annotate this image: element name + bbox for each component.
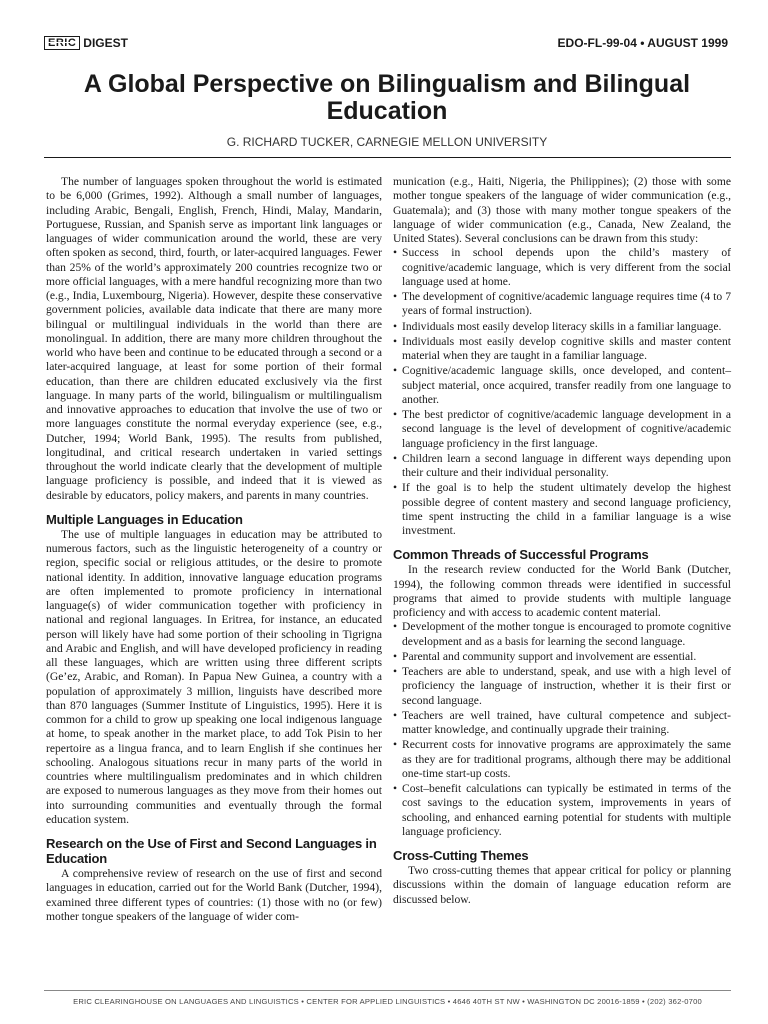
right-column (393, 175, 731, 907)
section-paragraph-common-threads: In the research review conducted for the World Bank (Dutcher, 1994), the following common threads were identified in successful programs that aimed to provide students with multiple language proficiency and with access to academic content material. (393, 563, 731, 619)
digest-label: DIGEST (83, 36, 128, 50)
section-paragraph-research-start: A comprehensive review of research on the use of first and second languages in education, carried out for the World Bank (Dutcher, 1994), examined three different types of countries: (1) those with no (or few) mother tongue speakers of the language of wider com- (46, 867, 382, 923)
eric-logo: ERIC (44, 36, 80, 50)
intro-paragraph: The number of languages spoken throughout the world is estimated to be 6,000 (Grimes, 1992). Although a small number of languages, including Arabic, Bengali, English, French, Hindi, Malay, Mandarin, Portuguese, Russian, and Spanish serve as important link languages or languages of wider communication around the world, these are very often spoken as second, third, fourth, or later-acquired languages. Fewer than 25% of the world’s approximately 200 countries recognize two or more official languages, with a mere handful recognizing more than two (e.g., India, Luxembourg, Nigeria). However, despite these conservative government policies, available data indicate that there are many more bilingual or multilingual individuals in the world than there are monolingual. In addition, there are many more children throughout the world who have been and continue to be educated through a second or a later-acquired language, at least for some portion of their formal education, than there are children educated exclusively via the first language. In many parts of the world, bilingualism or multilingualism and innovative approaches to education that involve the use of two or more languages constitute the normal everyday experience (see, e.g., Dutcher, 1994; World Bank, 1995). The results from published, longitudinal, and critical research undertaken in varied settings throughout the world indicate clearly that the development of multiple language proficiency is possible, and indeed that it is viewed as desirable by educators, policy makers, and parents in many countries. (46, 175, 382, 502)
section-paragraph-multiple-languages: The use of multiple languages in education may be attributed to numerous factors, such as the linguistic heterogeneity of a country or region, specific social or religious attitudes, or the desire to promote national identity. In addition, innovative language education programs are often implemented to promote proficiency in international language(s) of wider communication together with proficiency in national and regional languages. In Eritrea, for instance, an educated person will likely have had some portion of their schooling in Tigrigna and Arabic and English, and will have developed proficiency in reading all these languages, which are written using three different scripts (Ge’ez, Arabic, and Roman). In Papua New Guinea, a country with a population of approximately 3 million, linguists have described more than 870 languages (Summer Institute of Linguistics, 1995). Here it is common for a child to grow up speaking one local indigenous language at home, to speak another in the market place, to add Tok Pisin to her repertoire as a lingua franca, and to learn English if she continues her schooling. Analogous situations recur in many parts of the world in countries where multilingualism predominates and in which children are exposed to numerous languages as they move from their homes out into surrounding communities and eventually through the formal education system. (46, 527, 382, 826)
section-paragraph-cross-cutting: Two cross-cutting themes that appear critical for policy or planning discussions within the domain of language education reform are discussed below. (393, 864, 731, 906)
list-item: • Cost–benefit calculations can typically be estimated in terms of the cost savings to the education system, improvements in years of schooling, and enhanced earning potential for students with multiple language proficiency. (393, 782, 731, 839)
list-item: • Teachers are well trained, have cultural competence and subject-matter knowledge, and continually upgrade their training. (393, 709, 731, 738)
eric-digest-masthead (44, 36, 128, 50)
list-item: • The best predictor of cognitive/academic language development in a second language is the level of development of cognitive/academic language proficiency in the first language. (393, 408, 731, 451)
list-item: • Parental and community support and involvement are essential. (393, 650, 731, 664)
list-item: • Individuals most easily develop cognitive skills and master content material when they are taught in a familiar language. (393, 335, 731, 364)
list-item: • Cognitive/academic language skills, once developed, and content–subject material, once acquired, transfer readily from one language to another. (393, 364, 731, 407)
section-paragraph-research-cont: munication (e.g., Haiti, Nigeria, the Philippines); (2) those with some mother tongue speakers of the language of wider communication (e.g., Guatemala); and (3) those with many mother tongue speakers of the language of wider communication (e.g., Canada, New Zealand, the United States). Several conclusions can be drawn from this study: (393, 175, 731, 245)
common-threads-list (393, 620, 731, 839)
list-item: • Development of the mother tongue is encouraged to promote cognitive development and as a basis for learning the second language. (393, 620, 731, 649)
author-byline: G. RICHARD TUCKER, CARNEGIE MELLON UNIVERSITY (226, 135, 548, 149)
page-footer: ERIC CLEARINGHOUSE ON LANGUAGES AND LINGUISTICS • CENTER FOR APPLIED LINGUISTICS • 4646 40TH ST NW • WASHINGTON DC 20016-1859 • (202) 362-0700 (44, 990, 731, 1006)
list-item: • Teachers are able to understand, speak, and use with a high level of proficiency the language of instruction, whether it is their first or second language. (393, 665, 731, 708)
list-item: • Individuals most easily develop literacy skills in a familiar language. (393, 320, 731, 334)
list-item: • If the goal is to help the student ultimately develop the highest possible degree of content mastery and second language proficiency, time spent instructing the child in a familiar language is a wise investment. (393, 481, 731, 538)
list-item: • Children learn a second language in different ways depending upon their culture and their individual personality. (393, 452, 731, 481)
page-title: A Global Perspective on Bilingualism and Bilingual Education (83, 70, 691, 125)
section-heading-common-threads: Common Threads of Successful Programs (393, 547, 649, 563)
section-heading-research: Research on the Use of First and Second Languages in Education (46, 836, 377, 866)
list-item: • The development of cognitive/academic language requires time (4 to 7 years of formal instruction). (393, 290, 731, 319)
list-item: • Success in school depends upon the child’s mastery of cognitive/academic language, which is very different from the social language used at home. (393, 246, 731, 289)
research-conclusions-list (393, 246, 731, 538)
left-column (46, 175, 382, 924)
section-heading-multiple-languages: Multiple Languages in Education (46, 511, 243, 527)
document-id: EDO-FL-99-04 • AUGUST 1999 (557, 36, 728, 50)
header-divider (44, 157, 731, 158)
list-item: • Recurrent costs for innovative programs are approximately the same as they are for traditional programs, although there may be additional one-time start-up costs. (393, 738, 731, 781)
section-heading-cross-cutting: Cross-Cutting Themes (393, 848, 529, 863)
